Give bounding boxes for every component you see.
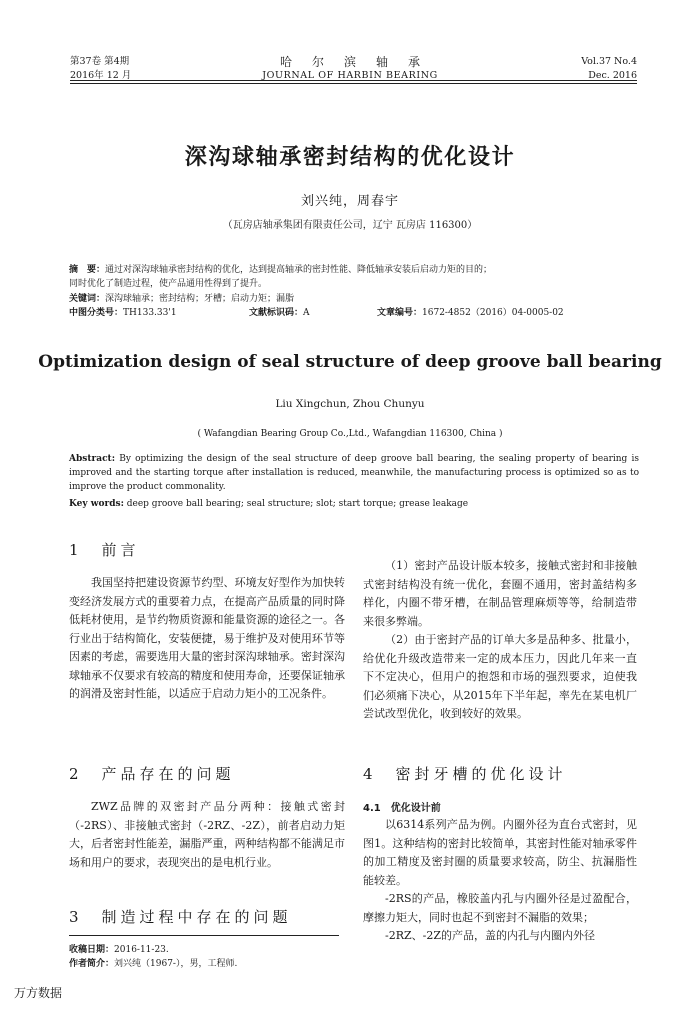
article-title-en: Optimization design of seal structure of deep groove ball bearing [38,352,662,372]
doccode-value: A [303,308,310,318]
footnote-rule [69,935,339,936]
authors-cn: 刘兴纯，周春宇 [300,194,399,209]
volume-issue-cn: 第37卷 第4期 [70,56,130,67]
section-4-1-body [363,816,637,946]
paragraph: -2RZ、-2Z的产品，盖的内孔与内圈内外径 [385,929,595,942]
keywords-en [69,497,639,511]
section-1-body [69,574,345,704]
abstract-en-text: By optimizing the design of the seal structure of deep groove ball bearing, the sealing property of bearing is improved and the starting torque after installation is reduced, meanwhile, the manufacturing process is optimized so as to improve the product commonality. [69,454,639,492]
section-2-heading: 2 产品存在的问题 [69,765,235,783]
articleno-value: 1672-4852（2016）04-0005-02 [422,308,564,318]
header-rule-thin [70,83,637,84]
keywords-cn-value: 深沟球轴承；密封结构；牙槽；启动力矩；漏脂 [105,294,295,304]
received-date: 2016-11-23. [114,945,169,955]
article-title-cn: 深沟球轴承密封结构的优化设计 [184,145,516,170]
paragraph: -2RS的产品，橡胶盖内孔与内圈外径是过盈配合，摩擦力矩大，同时也起不到密封不漏脂的效果； [363,892,637,924]
section-4-heading: 4 密封牙槽的优化设计 [363,765,567,783]
abstract-label-en: Abstract: [69,454,116,464]
watermark: 万方数据 [14,986,63,1000]
footnote [69,943,359,971]
keywords-en-value: deep groove ball bearing; seal structure; slot; start torque; grease leakage [126,499,469,509]
articleno-label: 文章编号： [377,308,423,318]
paragraph: （2）由于密封产品的订单大多是品种多、批量小，给优化升级改造带来一定的成本压力，因此几年来一直下不定决心，但用户的抱怨和市场的强烈要求，迫使我们必须痛下决心，从2015年下半年起，率先在某电机厂尝试改型优化，收到较好的效果。 [363,633,637,720]
header-rule [70,80,637,81]
keywords-label-en: Key words: [69,499,124,509]
paragraph: 以6314系列产品为例。内圈外径为直台式密封，见图1。这种结构的密封比较简单，其密封性能对轴承零件的加工精度及密封圈的质量要求较高，防尘、抗漏脂性能较差。 [363,818,637,887]
right-column-intro [363,557,637,724]
abstract-label-cn: 摘 要： [69,265,106,275]
paragraph: （1）密封产品设计版本较多，接触式密封和非接触式密封结构没有统一优化，套圈不通用，密封盖结构多样化，内圈不带牙槽，在制品管理麻烦等等，给制造带来很多弊端。 [363,559,637,628]
doccode-label: 文献标识码： [249,308,304,318]
clc-label: 中图分类号： [69,308,124,318]
paragraph: 我国坚持把建设资源节约型、环境友好型作为加快转变经济发展方式的重要着力点，在提高产品质量的同时降低耗材使用，是节约物质资源和能量资源的途径之一。各行业出于结构简化，安装便捷，易于维护及对使用环节等因素的考虑，需要选用大量的密封深沟球轴承。密封深沟球轴承不仅要求有较高的精度和使用寿命，还要保证轴承的润滑及密封性能，以适应于启动力矩小的工况条件。 [69,576,345,700]
keywords-cn [69,292,644,306]
keywords-label-cn: 关键词： [69,294,106,304]
journal-name-en: JOURNAL OF HARBIN BEARING [262,70,438,81]
affiliation-en: ( Wafangdian Bearing Group Co.,Ltd., Wafangdian 116300, China ) [197,429,503,439]
abstract-cn-line2: 同时优化了制造过程，使产品通用性得到了提升。 [69,279,268,289]
section-2-body [69,798,345,872]
author-info-label: 作者简介： [69,959,115,969]
section-1-heading: 1 前言 [69,541,140,559]
section-4-1-heading: 4.1 优化设计前 [363,803,441,814]
date-cn: 2016年 12 月 [70,70,132,81]
abstract-cn-line1: 通过对深沟球轴承密封结构的优化，达到提高轴承的密封性能、降低轴承安装后启动力矩的目的； [105,265,493,275]
received-label: 收稿日期： [69,945,115,955]
classification-line [69,306,644,320]
clc-value: TH133.33'1 [123,308,177,318]
journal-name-cn: 哈尔滨轴承 [279,55,440,69]
abstract-en [69,452,639,494]
affiliation-cn: （瓦房店轴承集团有限责任公司，辽宁 瓦房店 116300） [222,220,478,231]
volume-issue-en: Vol.37 No.4 [581,56,637,67]
abstract-cn [69,263,644,291]
paragraph: ZWZ品牌的双密封产品分两种：接触式密封（-2RS）、非接触式密封（-2RZ、-2Z），前者启动力矩大，后者密封性能差，漏脂严重，两种结构都不能满足市场和用户的要求，表现突出的是电机行业。 [69,800,345,869]
section-3-heading: 3 制造过程中存在的问题 [69,908,292,926]
authors-en: Liu Xingchun, Zhou Chunyu [275,398,425,410]
date-en: Dec. 2016 [588,70,637,81]
author-info: 刘兴纯（1967-），男，工程师. [114,959,238,969]
